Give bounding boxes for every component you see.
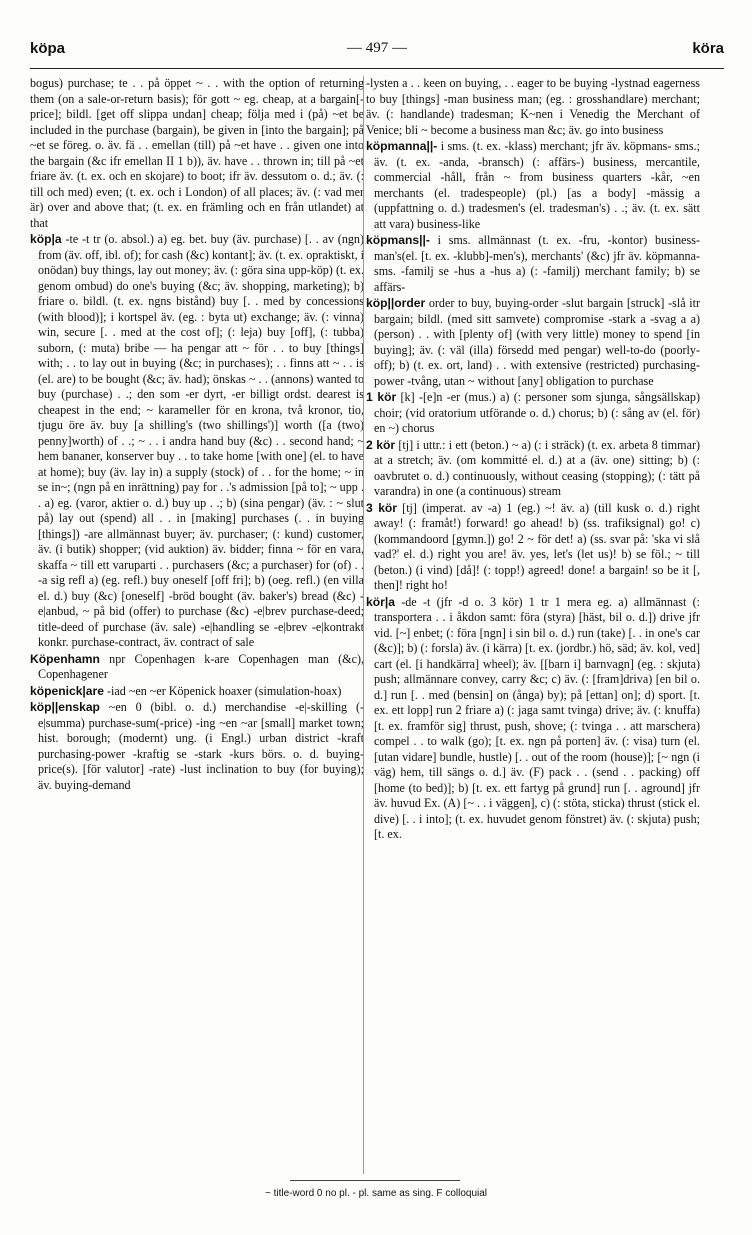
right-guide-word: köra xyxy=(692,40,724,57)
headword: kör|a xyxy=(366,594,395,609)
entry-text: i sms. allmännast (t. ex. -fru, -kontor) business-man's(el. [t. ex. -klubb]-men's), merchants' (&c) jfr äv. köpmanna- sms. -familj se -hus a -hus a) (: -familj) merchant family; b) se affärs- xyxy=(374,233,700,294)
entry-text: -iad ~en ~er Köpenick hoaxer (simulation-hoax) xyxy=(107,683,342,698)
dictionary-entry xyxy=(366,501,700,594)
page-number: — 497 — xyxy=(347,40,407,56)
headword: köpenick|are xyxy=(30,683,104,698)
dictionary-entry xyxy=(30,76,364,231)
dictionary-entry xyxy=(30,700,364,793)
left-guide-word: köpa xyxy=(30,40,66,57)
entry-text: npr Copenhagen k-are Copenhagen man (&c), Copenhagener xyxy=(38,651,364,681)
dictionary-entry xyxy=(366,233,700,295)
column-divider xyxy=(363,76,364,1174)
dictionary-entry xyxy=(366,139,700,232)
headword: köp||order xyxy=(366,296,426,310)
right-column xyxy=(366,76,700,1174)
dictionary-entry xyxy=(30,232,364,651)
dictionary-entry xyxy=(366,595,700,843)
dictionary-entry xyxy=(366,76,700,138)
page-header xyxy=(30,40,724,66)
headword: 2 kör xyxy=(366,437,396,452)
headword: Köpenhamn xyxy=(30,651,100,666)
entry-text: [k] -[e]n -er (mus.) a) (: personer som sjunga, sångsällskap) choir; (vid oratorium utförande o. d.) chorus; b) (: sång av (el. för) en ~) chorus xyxy=(374,390,700,435)
entry-text: -lysten a . . keen on buying, . . eager to be buying -lystnad eagerness to buy [things] -man business man; (eg. : grosshandlare) merchant; äv. (: handlande) tradesman; K~nen i Venedig the Merchant of Venice; bli ~ become a business man &c; äv. go into business xyxy=(366,76,700,137)
entry-text: order to buy, buying-order -slut bargain [struck] -slå itr bargain; bildl. (med sitt samvete) compromise -stark a -svag a a) (person) . . with [plenty of] (with very little) money to spend [in buying]; äv. (: väl (illa) försedd med pengar) well-to-do (poorly-off); b) (t. ex. ort, land) . . with extensive (restricted) purchasing-power -tvång, utan ~ without [any] obligation to purchase xyxy=(374,296,700,388)
left-column xyxy=(30,76,364,1174)
headword: 1 kör xyxy=(366,390,397,404)
footer-rule xyxy=(290,1180,460,1181)
headword: köp||enskap xyxy=(30,700,100,714)
entry-text: [tj] (imperat. av -a) 1 (eg.) ~! äv. a) (till kusk o. d.) right away! (: framåt!) forward! go ahead! b) (ss. trafiksignal) go! c) (kommandoord [gymn.]) go! 2 ~ för det! a) (ss. svar på: 'ska vi slå vad?' el. d.) right you are! äv. yes, let's (let us)! b) se föl.; ~ till (beton.) (i vind) [då]! (: topp!) agreed! done! a bargain! so be it [, then]! right ho! xyxy=(374,500,700,592)
headword: 3 kör xyxy=(366,500,398,515)
dictionary-entry xyxy=(366,438,700,500)
entry-text: ~en 0 (bibl. o. d.) merchandise -e|-skilling (-e|summa) purchase-sum(-price) -ing ~en ~ar [small] market town; hist. borough; (modernt) ung. (i Engl.) urban district -kraft purchasing-power -kraftig se -stark -kurs börs. o. d. buying-price(s). [för valutor] -rate) -lust inclination to buy (for buying); äv. buying-demand xyxy=(38,700,364,792)
entry-text: -de -t (jfr -d o. 3 kör) 1 tr 1 mera eg. a) allmännast (: transportera . . i åkdon samt: föra (styra) [häst, bil o. d.]) drive jfr vid. [~] enbet; (: föra [ngn] i sin bil o. d.) run (take) [. . in one's car (&c)]; b) (: forsla) äv. (i kärra) [t. ex. (jordbr.) hö, säd; äv. kol, ved] cart (el. [i handkärra] wheel); äv. [[barn i] barnvagn] (eg. : skjuta) push; allmännare convey, carry &c; c) äv. (: [fram]driva) [en bil o. d.] run [. . med (bensin] on (ånga) by); på [ettan] on]; d) sport. [t. ex. ett lopp] run 2 friare a) (: jaga samt tvinga) drive; äv. (: knuffa) [t. ex. framför sig] thrust, push, shove; (: tvinga . . att marschera) compel . . to walk (go); [t. ex. ngn på porten] äv. (: visa) turn (el. [utan vidare] bundle, hustle) [. . out of the room (house)]; [~ ngn (i väg) hem, till sängs o. d.] äv. (F) pack . . (send . . packing) off [home (to bed)]; b) [t. ex. ett fartyg på grund] run [. . aground] jfr äv. huvud Ex. (A) [~ . . i väggen], c) (: stöta, sticka) thrust (stick el. dive) [. . i into]; (t. ex. huvudet genom fönstret) äv. (: skjuta) push; [t. ex. xyxy=(374,594,700,841)
dictionary-entry xyxy=(30,652,364,683)
headword: köp|a xyxy=(30,232,62,246)
entry-text: [tj] i uttr.: i ett (beton.) ~ a) (: i sträck) (t. ex. arbeta 8 timmar) at a stretch; äv. (om kommitté el. d.) at a (äv. one) sitting; b) (: oavbrutet o. d.) continuously, without ceasing (stopping); (: tätt på varandra) in one (a continuous) stream xyxy=(374,437,700,498)
headword: köpmans||- xyxy=(366,233,430,247)
entry-text: bogus) purchase; te . . på öppet ~ . . with the option of returning them (on a sale-or-return basis); för gott ~ eg. cheap, at a bargain[-price]; bildl. [get off slippa undan] cheap; följa med i (på) ~et be included in the purchase (bargain), be given in [into the bargain]; på ~et se föreg. o. äv. fä . . emellan (till) på ~et have . . given one into the bargain (&c ifr emellan II 1 b)), äv. have . . thrown in; till på ~et friare äv. (t. ex. och en skojare) to boot; ifr äv. dessutom o. d.; äv. (: till och med) even; (t. ex. och i London) of all places; äv. (: vad mer är) over and above that; (t. ex. en främling och en från utlandet) at that xyxy=(30,76,364,230)
abbreviation-key: ~ title-word 0 no pl. - pl. same as sing. F colloquial xyxy=(264,1188,488,1199)
dictionary-entry xyxy=(30,684,364,700)
entry-text: -te -t tr (o. absol.) a) eg. bet. buy (äv. purchase) [. . av (ngn) from (äv. off, ibl. of); for cash (&c) kontant]; äv. (t. ex. opraktiskt, i onödan) buy things, lay out money; äv. (: göra sina upp-köp) (t. ex. genom ombud) do one's buying (&c; äv. shopping, marketing); b) friare o. bildl. (t. ex. ngns bistånd) buy [. . med by concessions (with blood)]; i kortspel äv. (eg. : byta ut) exchange; äv. (: vinna) win, secure [. . med at the cost of]; (: leja) buy [off], (: tubba) suborn, (: muta) bribe — ha pengar att ~ för . . to buy [things] with; . . to lay out in buying (&c; in purchases); . . finns att ~ . . is (el. are) to be bought (&c; äv. had); önskas ~ . . (annons) wanted to buy (purchase) . .; den som -er dyrt, -er billigt ordst. dearest is cheapest in the end; ~ karameller för en krona, två kronor, tio, tjugu öre äv. buy [a shilling's (two shillings')] worth ([a (two) penny]worth) of . .; ~ . . i andra hand buy (&c) . . second hand; ~ hem bananer, konserver buy . . to take home [with one] (el. to have at home); buy (äv. lay in) a supply (stock) of . . for the home; ~ in se in~; (ngn på en inrättning) pay for . .'s admission [på to]; ~ upp . . a) eg. (varor, aktier o. d.) buy up . .; b) (sina pengar) (äv. : ~ slut på) lay out (spend) all . . in [making] purchases (. . in buying [things]) -are allmännast buyer; äv. purchaser; (: kund) customer, äv. (i butik) shopper; (vid auktion) äv. bidder; finna ~ för en vara, skaffa ~ till ett varuparti . . purchasers (&c; a purchaser) for (of) . . -a sig refl a) (eg. refl.) buy oneself [off fri]; b) (oeg. refl.) (en villa el. d.) buy (&c) [oneself] -bröd bought (äv. baker's) bread (&c) -e|anbud, ~ på bid (offer) to purchase (&c) -e|brev purchase-deed; title-deed of purchase (äv. sale) -e|handling se -e|brev -e|kontrakt konkr. purchase-contract, äv. contract of sale xyxy=(38,232,364,649)
headword: köpmanna||- xyxy=(366,139,438,153)
dictionary-entry xyxy=(366,296,700,389)
entry-text: i sms. (t. ex. -klass) merchant; jfr äv. köpmans- sms.; äv. (t. ex. -anda, -bransch) (: affärs-) business, mercantile, commercial -håll, från ~ from business quarters -kår, ~en merchants (el. tradespeople) (pl.) [as a body] -mässig a (uppfattning o. d.) tradesmen's (el. tradesman's) . .; äv. (t. ex. sätt att vara) business-like xyxy=(374,139,700,231)
dictionary-entry xyxy=(366,390,700,437)
header-rule xyxy=(30,68,724,69)
